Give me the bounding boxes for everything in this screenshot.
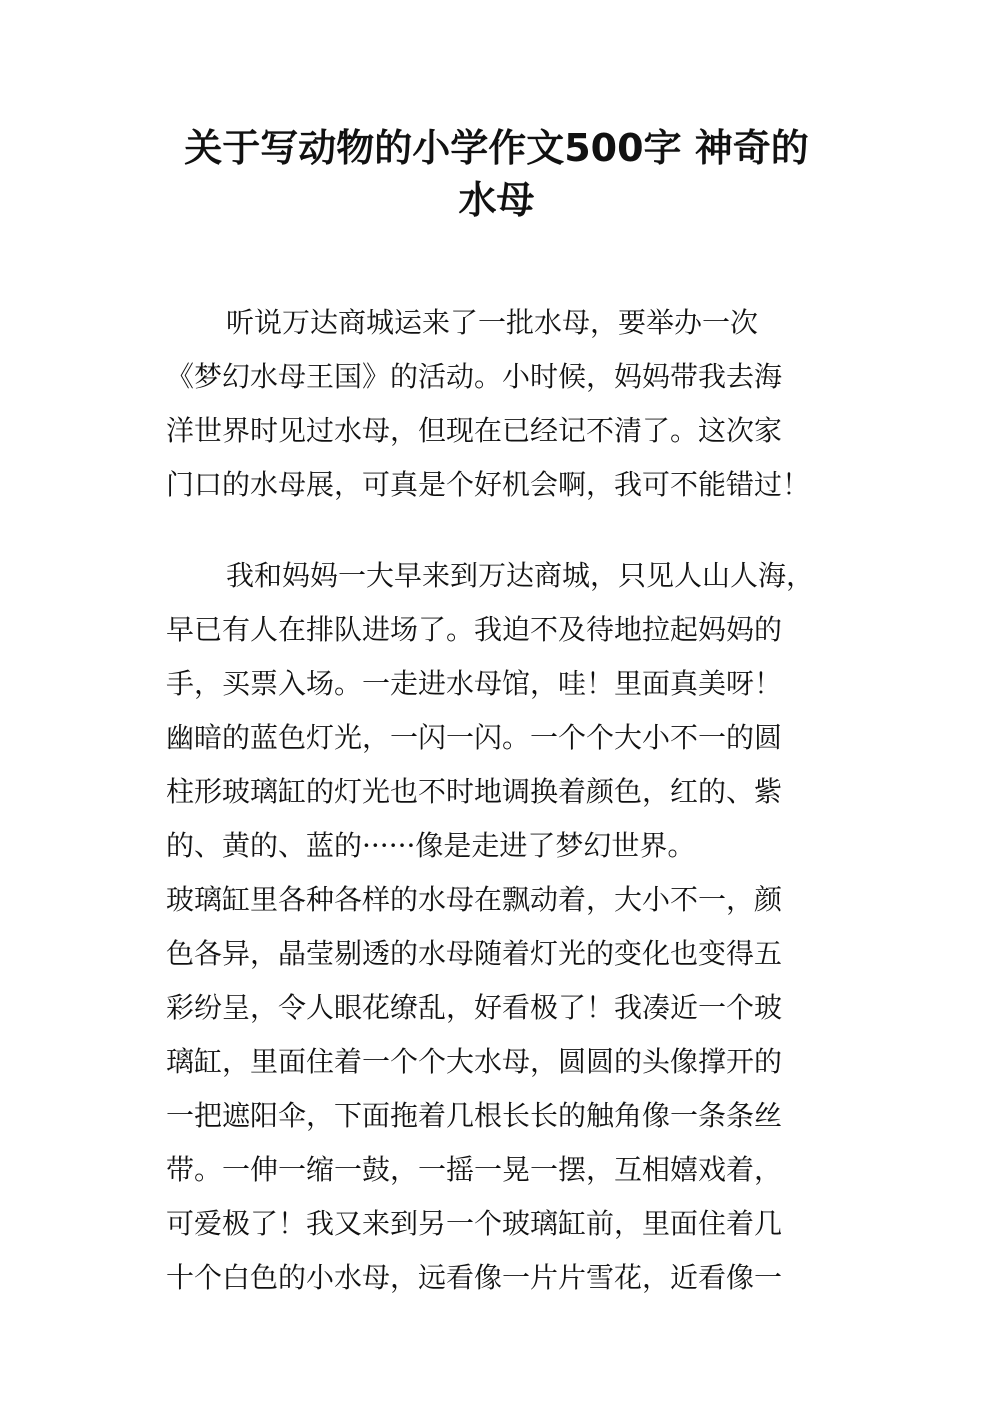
paragraph-line: 十个白色的小水母，远看像一片片雪花，近看像一	[166, 1261, 783, 1294]
paragraph-line: 门口的水母展，可真是个好机会啊，我可不能错过！	[166, 468, 811, 501]
title-line-1: 关于写动物的小学作文500字 神奇的	[184, 126, 809, 170]
document-title	[150, 122, 843, 226]
paragraph-line: 早已有人在排队进场了。我迫不及待地拉起妈妈的	[166, 613, 783, 646]
paragraph-line: 玻璃缸里各种各样的水母在飘动着，大小不一，颜	[166, 883, 783, 916]
paragraph-line: 幽暗的蓝色灯光，一闪一闪。一个个大小不一的圆	[166, 721, 783, 754]
paragraph-line: 柱形玻璃缸的灯光也不时地调换着颜色，红的、紫	[166, 775, 783, 808]
title-line-2: 水母	[458, 178, 535, 222]
paragraph-line: 彩纷呈，令人眼花缭乱，好看极了！我凑近一个玻	[166, 991, 783, 1024]
paragraph-line: 带。一伸一缩一鼓，一摇一晃一摆，互相嬉戏着，	[166, 1153, 783, 1186]
paragraph-2	[166, 549, 846, 1305]
paragraph-line: 《梦幻水母王国》的活动。小时候，妈妈带我去海	[166, 360, 783, 393]
paragraph-line: 一把遮阳伞，下面拖着几根长长的触角像一条条丝	[166, 1099, 783, 1132]
paragraph-1	[166, 296, 846, 512]
paragraph-line: 璃缸，里面住着一个个大水母，圆圆的头像撑开的	[166, 1045, 783, 1078]
paragraph-line: 手，买票入场。一走进水母馆，哇！里面真美呀！	[166, 667, 783, 700]
paragraph-line: 洋世界时见过水母，但现在已经记不清了。这次家	[166, 414, 783, 447]
paragraph-line: 我和妈妈一大早来到万达商城，只见人山人海，	[226, 559, 815, 592]
paragraph-line: 的、黄的、蓝的······像是走进了梦幻世界。	[166, 829, 696, 862]
paragraph-line: 可爱极了！我又来到另一个玻璃缸前，里面住着几	[166, 1207, 783, 1240]
paragraph-line: 色各异，晶莹剔透的水母随着灯光的变化也变得五	[166, 937, 783, 970]
paragraph-line: 听说万达商城运来了一批水母，要举办一次	[226, 306, 759, 339]
